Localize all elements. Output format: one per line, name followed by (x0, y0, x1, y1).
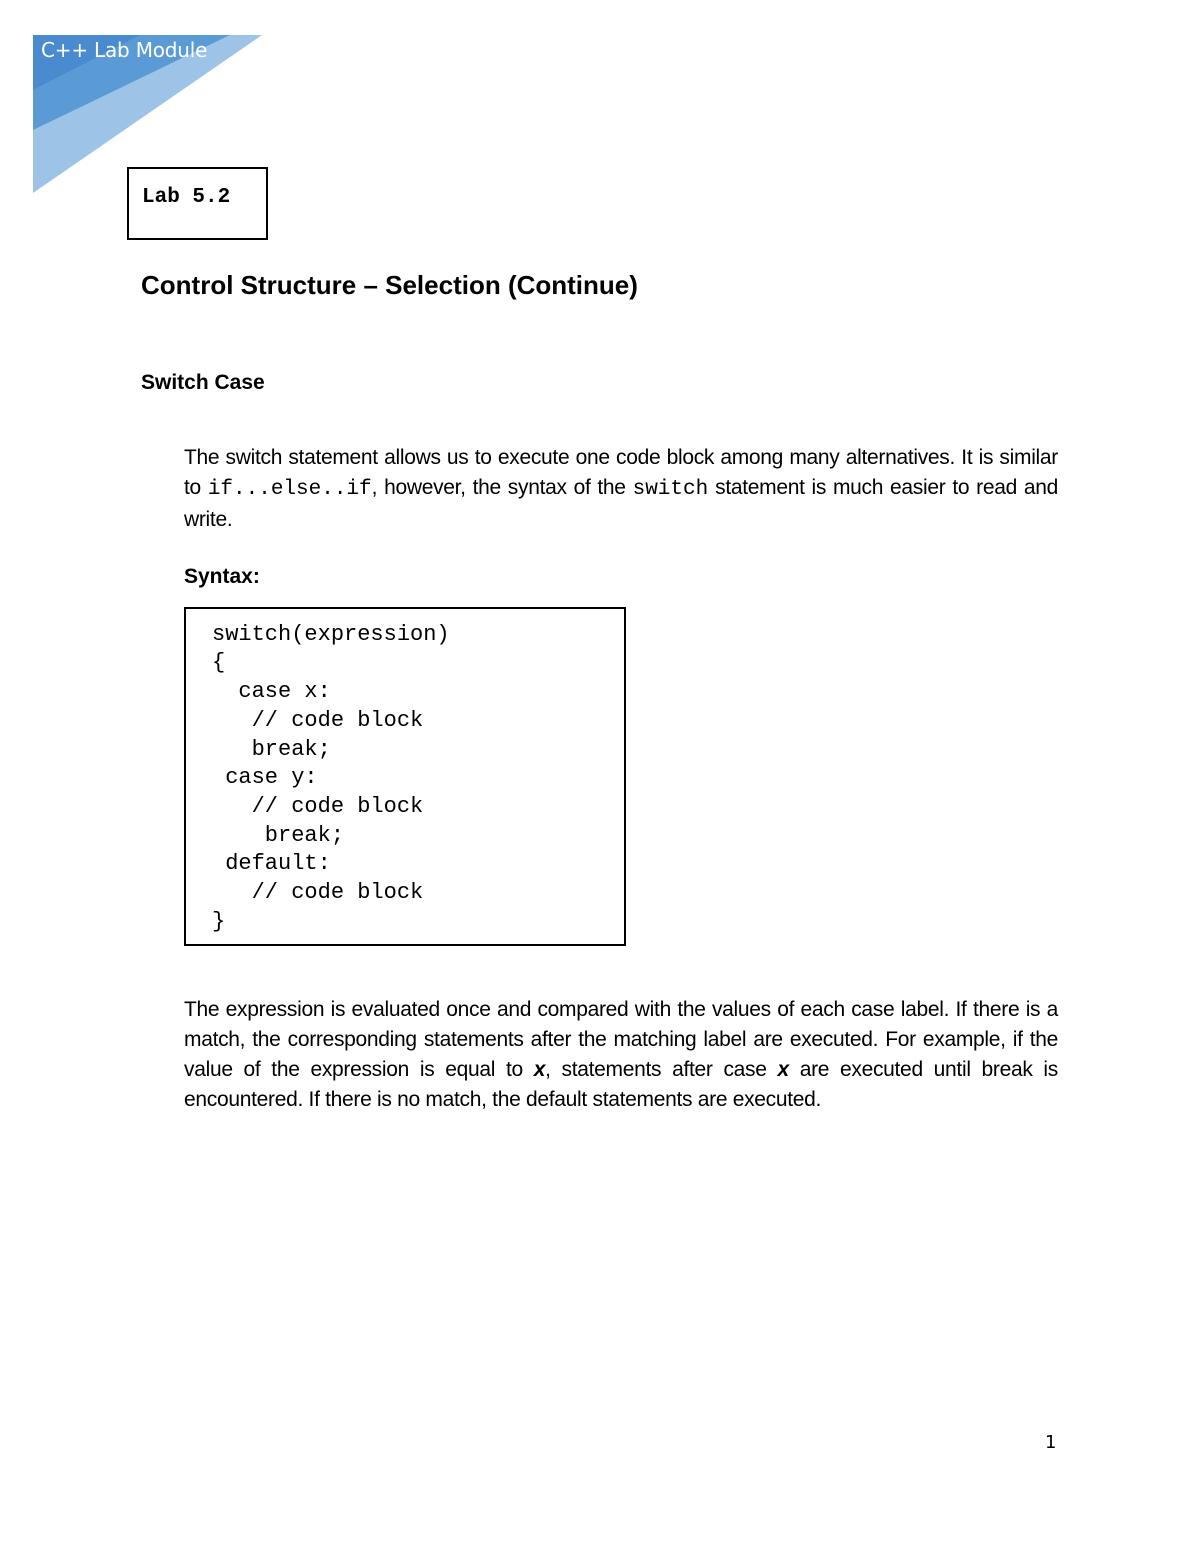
intro-code-ifelse: if...else..if (207, 478, 372, 501)
module-label: C++ Lab Module (41, 38, 208, 62)
lab-number-box (127, 167, 268, 240)
explanation-paragraph (184, 995, 1058, 1115)
syntax-code-box (184, 607, 626, 946)
intro-text-3: statement is much easier to read and write. (184, 476, 1058, 531)
section-heading: Switch Case (141, 371, 265, 394)
code-line: { (212, 650, 226, 675)
intro-paragraph (184, 443, 1058, 535)
explanation-var-x: x (533, 1058, 546, 1081)
code-line: case y: (212, 765, 318, 790)
explanation-text-3: are executed until break is encountered. If there is no match, the default statements are executed. (184, 1058, 1058, 1111)
lab-number: Lab 5.2 (142, 186, 231, 209)
code-line: // code block (212, 708, 424, 733)
intro-text-2: , however, the syntax of the (371, 476, 633, 499)
page-title: Control Structure – Selection (Continue) (141, 270, 638, 300)
code-line: break; (212, 737, 331, 762)
code-line: case x: (212, 679, 331, 704)
code-line: // code block (212, 880, 424, 905)
code-line: break; (212, 823, 345, 848)
explanation-text-2: , statements after case (545, 1058, 778, 1081)
code-line: default: (212, 851, 331, 876)
page-number: 1 (1045, 1432, 1057, 1453)
code-line: // code block (212, 794, 424, 819)
syntax-heading: Syntax: (184, 565, 260, 588)
explanation-text-1: The expression is evaluated once and compared with the values of each case label. If there is a match, the corresponding statements after the matching label are executed. For example, if the value of the expression is equal to (184, 998, 1058, 1081)
intro-code-switch: switch (632, 478, 709, 501)
explanation-var-x-2: x (777, 1058, 789, 1081)
code-line: switch(expression) (212, 622, 450, 647)
code-line: } (212, 909, 226, 934)
intro-text-1: The switch statement allows us to execute one code block among many alternatives. It is similar to (184, 446, 1058, 499)
